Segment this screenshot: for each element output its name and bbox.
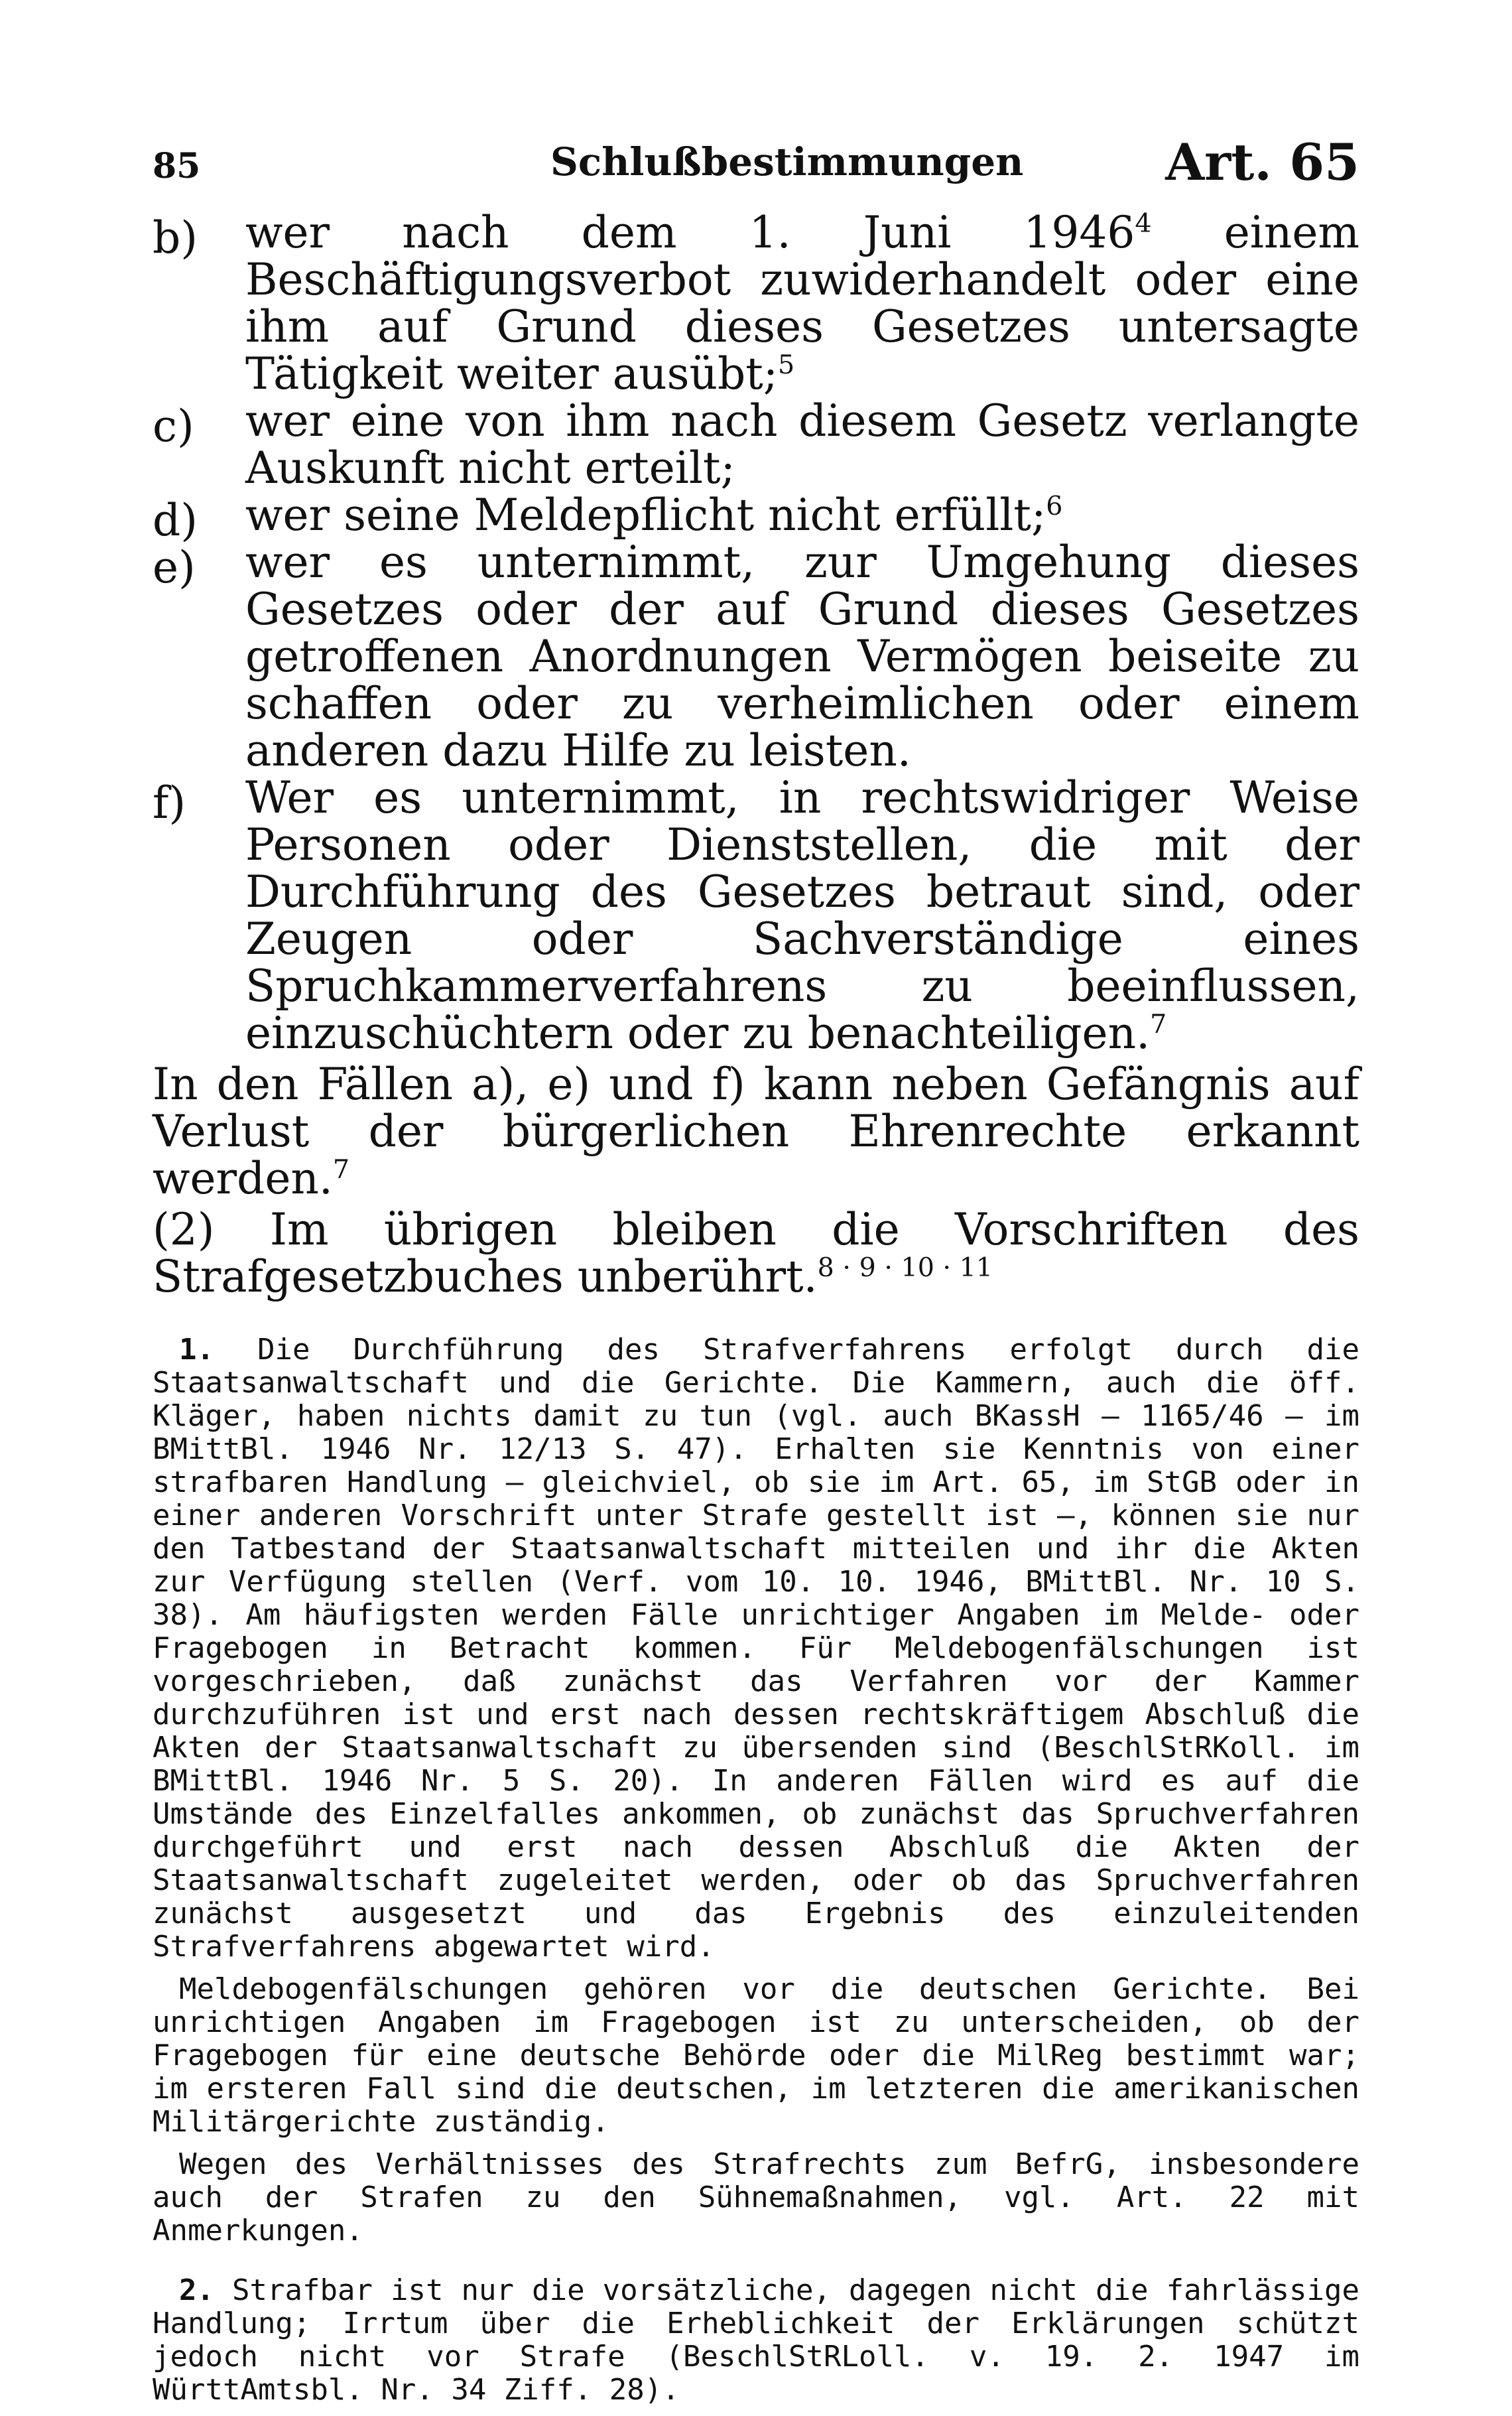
item-text: wer eine von ihm nach diesem Gesetz verlangte Auskunft nicht erteilt; <box>245 395 1359 494</box>
note-paragraph: Meldebogenfälschungen gehören vor die deutschen Gerichte. Bei unrichtigen Angaben im Fragebogen ist zu unterscheiden, ob der Fragebogen für eine deutsche Behörde oder die MilReg bestimmt war; im ersteren Fall sind die deutschen, im letzteren die amerikanischen Militärgerichte zuständig. <box>153 1972 1359 2139</box>
article-number: Art. 65 <box>1165 133 1359 192</box>
footnotes <box>153 1333 1359 2407</box>
statute-text <box>153 209 1359 1300</box>
footnote-ref: 8 · 9 · 10 · 11 <box>817 1252 993 1283</box>
footnote-ref: 5 <box>778 350 795 380</box>
footnote-ref: 6 <box>1046 491 1063 521</box>
running-title: Schlußbestimmungen <box>550 139 1024 184</box>
item-label: d) <box>153 495 198 546</box>
item-label: f) <box>153 777 186 829</box>
item-text: Wer es unternimmt, in rechtswidriger Weise Personen oder Dienststellen, die mit der Durchführung des Gesetzes betraut sind, oder Zeugen oder Sachverständige eines Spruchkammerverfahrens zu beeinflussen, einzuschüchtern oder zu benachteiligen.$^7$ <box>245 772 1359 1059</box>
item-text: wer es unternimmt, zur Umgehung dieses Gesetzes oder der auf Grund dieses Gesetzes getroffenen Anordnungen Vermögen beiseite zu schaffen oder zu verheimlichen oder einem anderen dazu Hilfe zu leisten. <box>245 537 1359 776</box>
list-item <box>153 490 1359 546</box>
item-label: c) <box>153 401 194 452</box>
paragraph: (2) Im übrigen bleiben die Vorschriften des Strafgesetzbuches unberührt.$^{8 \cdot 9 \cdot 10 \cdot 11}$ <box>153 1204 1359 1302</box>
item-label: e) <box>153 542 196 593</box>
list-item <box>153 774 1359 1057</box>
note: 2. Strafbar ist nur die vorsätzliche, dagegen nicht die fahrlässige Handlung; Irrtum über die Erheblichkeit der Erklärungen schützt jedoch nicht vor Strafe (BeschlStRLoll. v. 19. 2. 1947 im WürttAmtsbl. Nr. 34 Ziff. 28). <box>153 2273 1359 2407</box>
note-paragraph: Wegen des Verhältnisses des Strafrechts zum BefrG, insbesondere auch der Strafen zu den Sühnemaßnahmen, vgl. Art. 22 mit Anmerkungen. <box>153 2147 1359 2248</box>
paragraph: In den Fällen a), e) und f) kann neben Gefängnis auf Verlust der bürgerlichen Ehrenrechte erkannt werden.$^7$ <box>153 1059 1359 1204</box>
document-page <box>153 133 1359 2416</box>
note-number: 1. <box>179 1333 214 1367</box>
note-number: 2. <box>179 2273 214 2307</box>
footnote-ref: 7 <box>332 1154 350 1185</box>
list-item <box>153 539 1359 774</box>
item-text: wer seine Meldepflicht nicht erfüllt;$^6$ <box>245 490 1063 541</box>
item-label: b) <box>153 212 198 263</box>
footnote-ref: 4 <box>1135 208 1152 239</box>
list-item <box>153 397 1359 492</box>
footnote-ref: 7 <box>1150 1009 1167 1040</box>
note: 1. Die Durchführung des Strafverfahrens erfolgt durch die Staatsanwaltschaft und die Gerichte. Die Kammern, auch die öff. Kläger, haben nichts damit zu tun (vgl. auch BKassH – 1165/46 – im BMittBl. 1946 Nr. 12/13 S. 47). Erhalten sie Kenntnis von einer strafbaren Handlung – gleichviel, ob sie im Art. 65, im StGB oder in einer anderen Vorschrift unter Strafe gestellt ist –, können sie nur den Tatbestand der Staatsanwaltschaft mitteilen und ihr die Akten zur Verfügung stellen (Verf. vom 10. 10. 1946, BMittBl. Nr. 10 S. 38). Am häufigsten werden Fälle unrichtiger Angaben im Melde- oder Fragebogen in Betracht kommen. Für Meldebogenfälschungen ist vorgeschrieben, daß zunächst das Verfahren vor der Kammer durchzuführen ist und erst nach dessen rechtskräftigem Abschluß die Akten der Staatsanwaltschaft zu übersenden sind (BeschlStRKoll. im BMittBl. 1946 Nr. 5 S. 20). In anderen Fällen wird es auf die Umstände des Einzelfalles ankommen, ob zunächst das Spruchverfahren durchgeführt und erst nach dessen Abschluß die Akten der Staatsanwaltschaft zugeleitet werden, oder ob das Spruchverfahren zunächst ausgesetzt und das Ergebnis des einzuleitenden Strafverfahrens abgewartet wird. <box>153 1333 1359 1964</box>
page-number: 85 <box>153 146 201 186</box>
item-text: wer nach dem 1. Juni 1946$^4$ einem Beschäftigungsverbot zuwiderhandelt oder eine ihm auf Grund dieses Gesetzes untersagte Tätigkeit weiter ausübt;$^5$ <box>245 207 1360 399</box>
page-header <box>153 133 1359 192</box>
list-item <box>153 209 1359 397</box>
